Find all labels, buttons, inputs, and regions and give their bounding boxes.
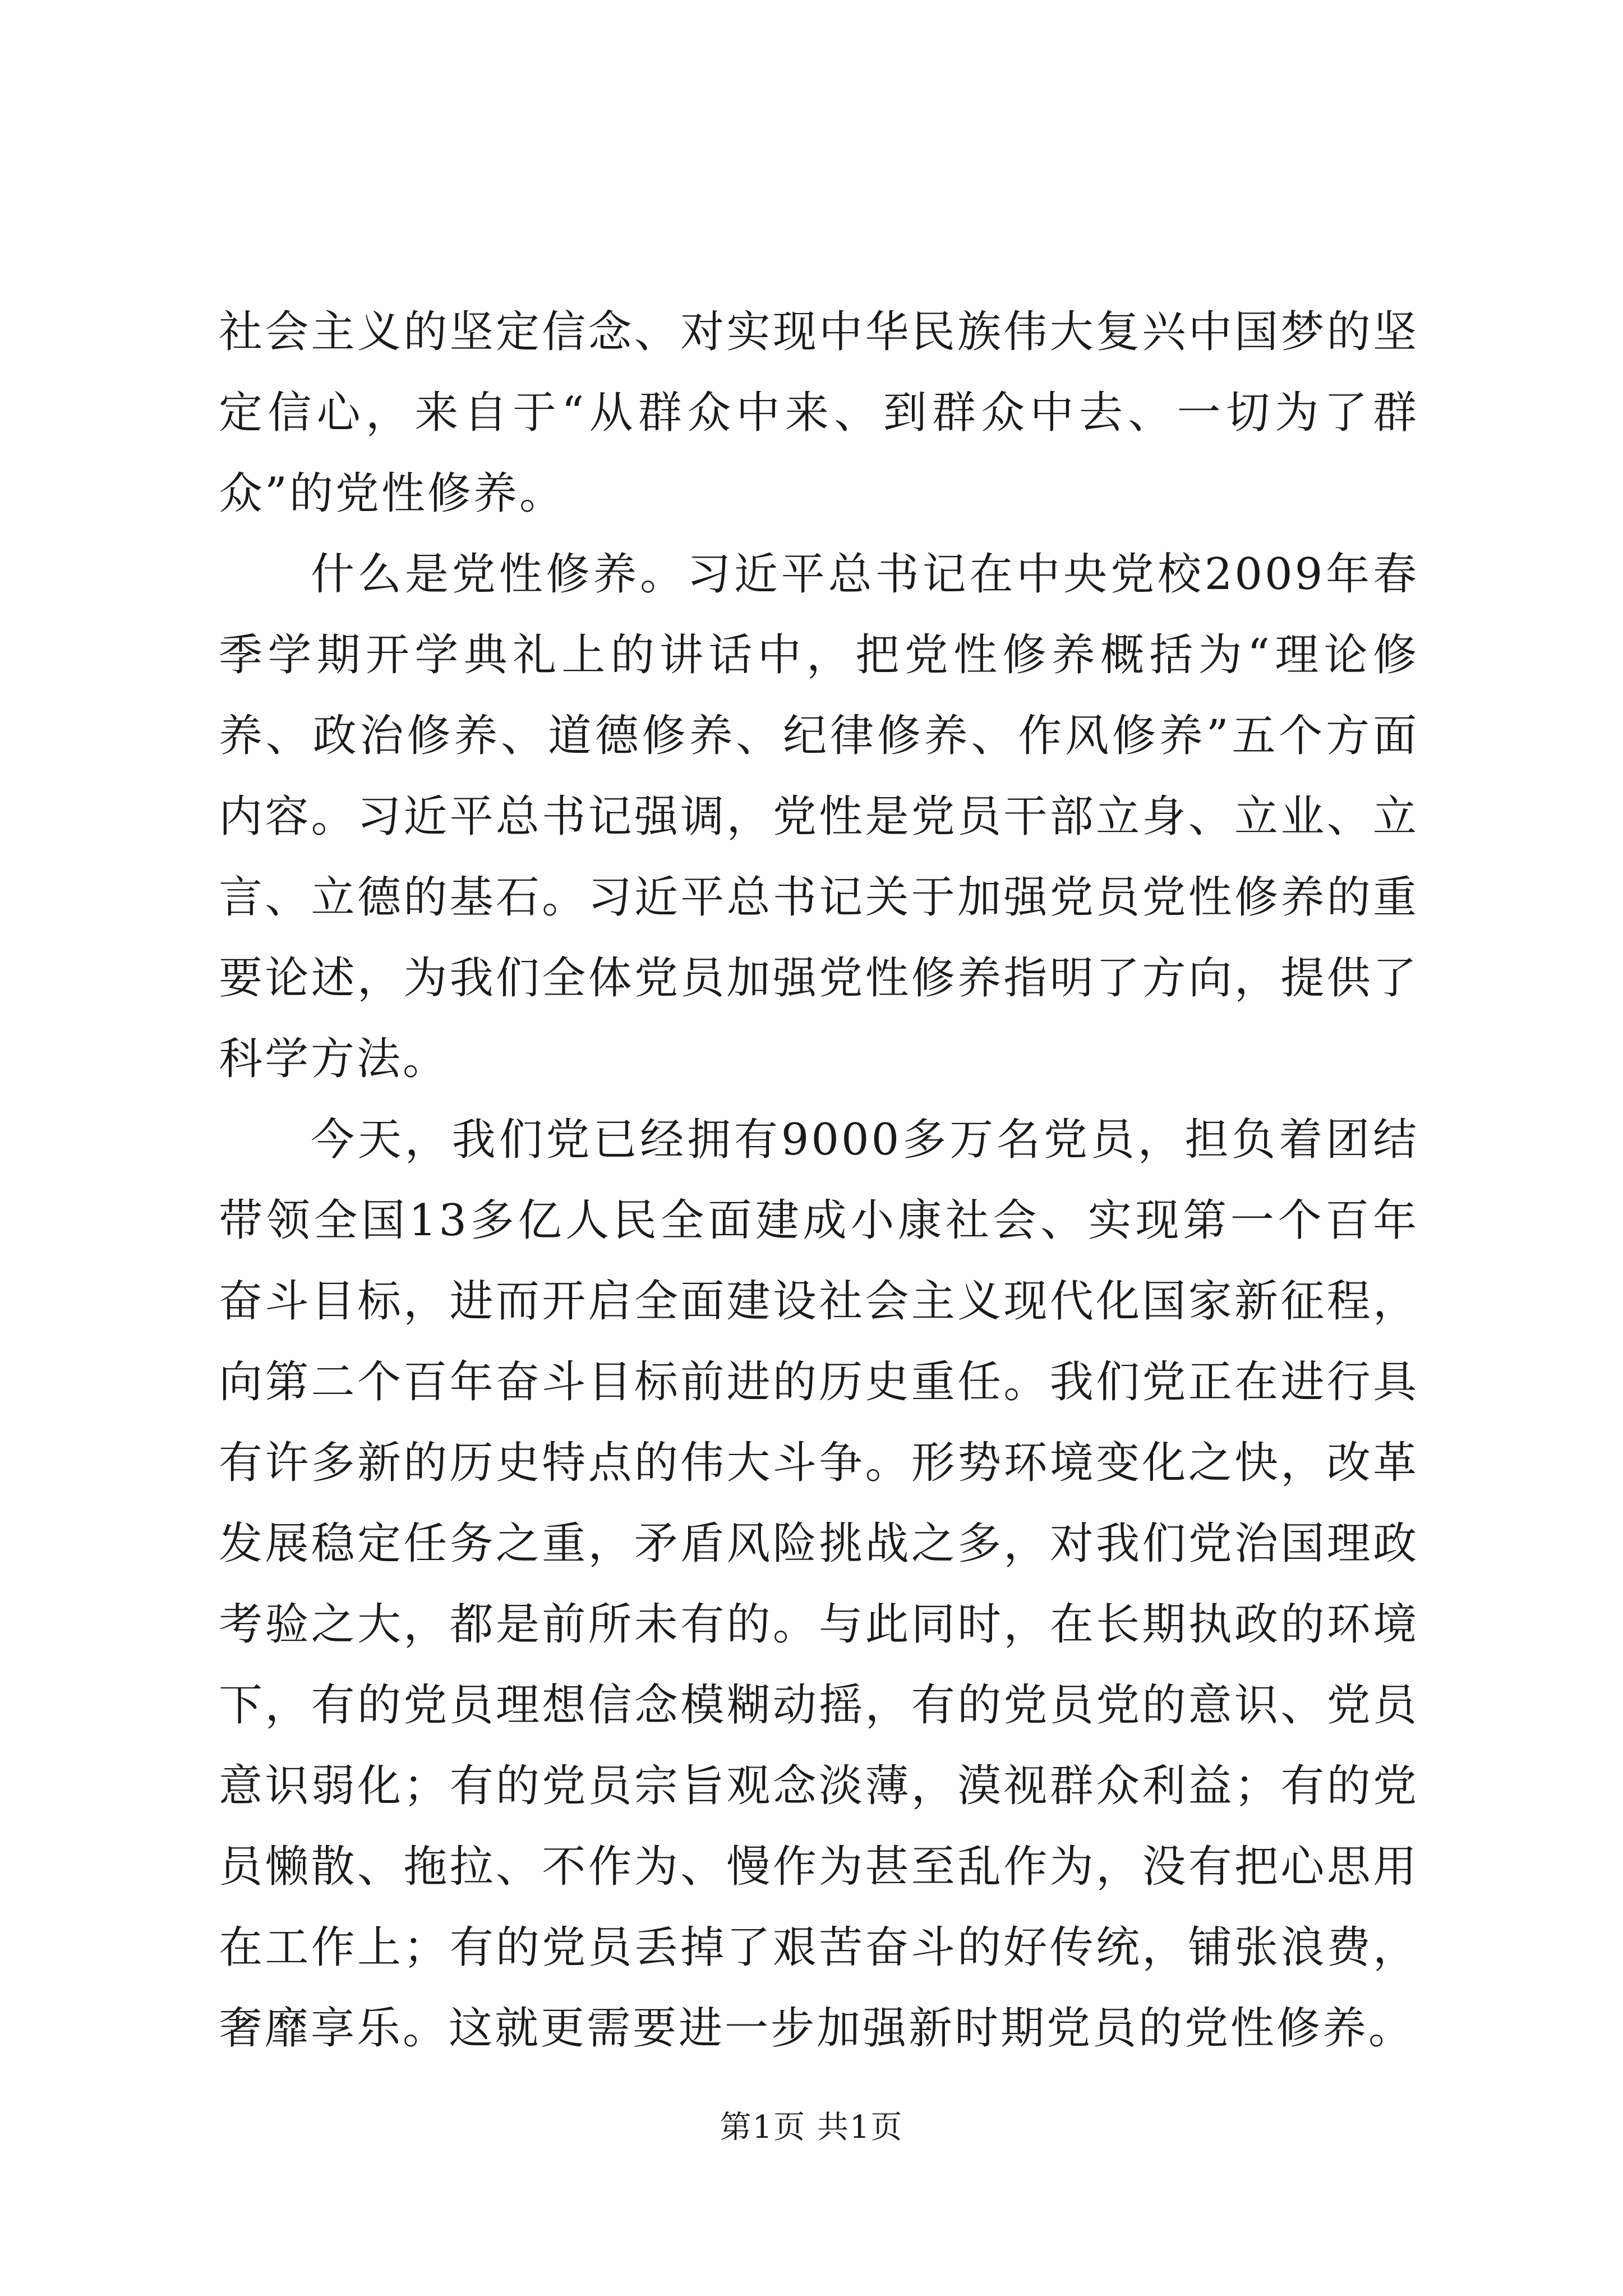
document-body <box>219 292 1419 2069</box>
paragraph-what-is-party-spirit: 什么是党性修养。习近平总书记在中央党校2009年春季学期开学典礼上的讲话中，把党性修养概括为“理论修养、政治修养、道德修养、纪律修养、作风修养”五个方面内容。习近平总书记强调，党性是党员干部立身、立业、立言、立德的基石。习近平总书记关于加强党员党性修养的重要论述，为我们全体党员加强党性修养指明了方向，提供了科学方法。 <box>219 549 1419 1084</box>
page-footer: 第1页 共1页 <box>720 2109 903 2146</box>
paragraph-continuation: 社会主义的坚定信念、对实现中华民族伟大复兴中国梦的坚定信心，来自于“从群众中来、到群众中去、一切为了群众”的党性修养。 <box>219 307 1419 519</box>
paragraph-today: 今天，我们党已经拥有9000多万名党员，担负着团结带领全国13多亿人民全面建成小康社会、实现第一个百年奋斗目标，进而开启全面建设社会主义现代化国家新征程，向第二个百年奋斗目标前进的历史重任。我们党正在进行具有许多新的历史特点的伟大斗争。形势环境变化之快，改革发展稳定任务之重，矛盾风险挑战之多，对我们党治国理政考验之大，都是前所未有的。与此同时，在长期执政的环境下，有的党员理想信念模糊动摇，有的党员党的意识、党员意识弱化；有的党员宗旨观念淡薄，漠视群众利益；有的党员懒散、拖拉、不作为、慢作为甚至乱作为，没有把心思用在工作上；有的党员丢掉了艰苦奋斗的好传统，铺张浪费，奢靡享乐。这就更需要进一步加强新时期党员的党性修养。 <box>219 1115 1419 2054</box>
